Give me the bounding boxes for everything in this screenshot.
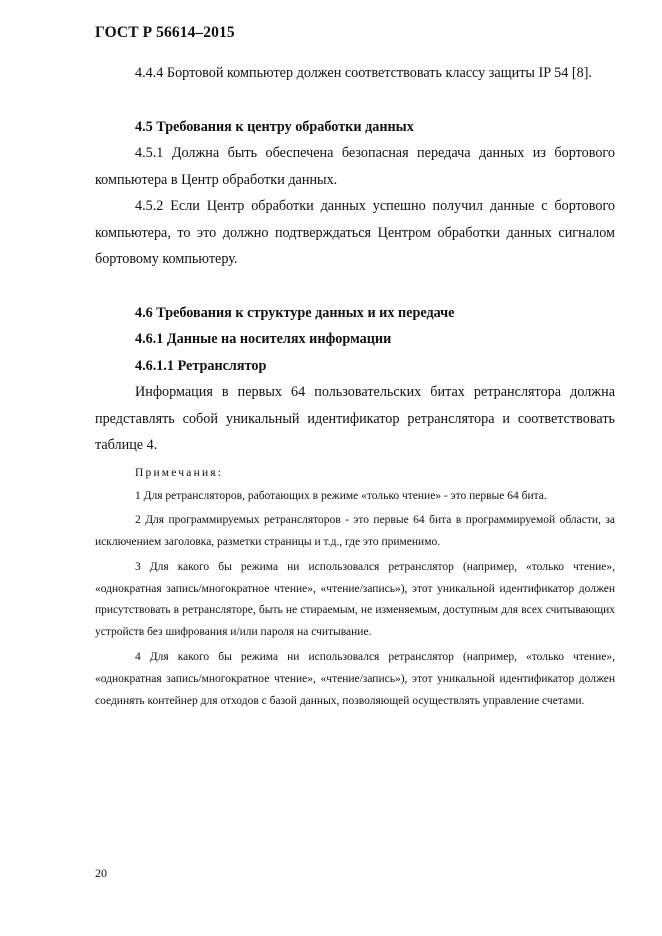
note-item-1: 1 Для ретрансляторов, работающих в режиме «только чтение» - это первые 64 бита. [135, 489, 547, 502]
paragraph-4-5-2: 4.5.2 Если Центр обработки данных успешно получил данные с бортового компьютера, то это должно подтверждаться Центром обработки данных сигналом бортовому компьютеру. [95, 198, 615, 267]
heading-4-6: 4.6 Требования к структуре данных и их передаче [135, 304, 455, 321]
page-number: 20 [95, 866, 107, 880]
paragraph-4-4-4: 4.4.4 Бортовой компьютер должен соответствовать классу защиты IP 54 [8]. [135, 65, 592, 81]
heading-4-5: 4.5 Требования к центру обработки данных [135, 118, 414, 135]
note-item-3: 3 Для какого бы режима ни использовался ретранслятор (например, «только чтение», «однократная запись/многократное чтение», «чтение/запись»), этот уникальной идентификатор должен присутствовать в ретрансляторе, быть не стираемым, не изменяемым, доступным для всех считывающих устройств без шифрования и/или пароля на считывание. [95, 560, 615, 639]
document-header: ГОСТ Р 56614–2015 [95, 24, 235, 41]
note-item-2: 2 Для программируемых ретрансляторов - это первые 64 бита в программируемой области, за исключением заголовка, разметки страницы и т.д., где это применимо. [95, 514, 615, 549]
spacer [95, 87, 615, 114]
notes-title: Примечания: [135, 466, 224, 479]
document-body [95, 60, 615, 715]
paragraph-4-5-1: 4.5.1 Должна быть обеспечена безопасная передача данных из бортового компьютера в Центр обработки данных. [95, 145, 615, 188]
note-item-4: 4 Для какого бы режима ни использовался ретранслятор (например, «только чтение», «однократная запись/многократное чтение», «чтение/запись»), этот уникальной идентификатор должен соединять контейнер для отходов с базой данных, позволяющей осуществлять управление счетами. [95, 651, 615, 707]
heading-4-6-1-1: 4.6.1.1 Ретранслятор [135, 357, 267, 374]
heading-4-6-1: 4.6.1 Данные на носителях информации [135, 331, 392, 347]
spacer [95, 273, 615, 300]
paragraph-info: Информация в первых 64 пользовательских битах ретранслятора должна представлять собой уникальный идентификатор ретранслятора и соответствовать таблице 4. [95, 384, 615, 453]
